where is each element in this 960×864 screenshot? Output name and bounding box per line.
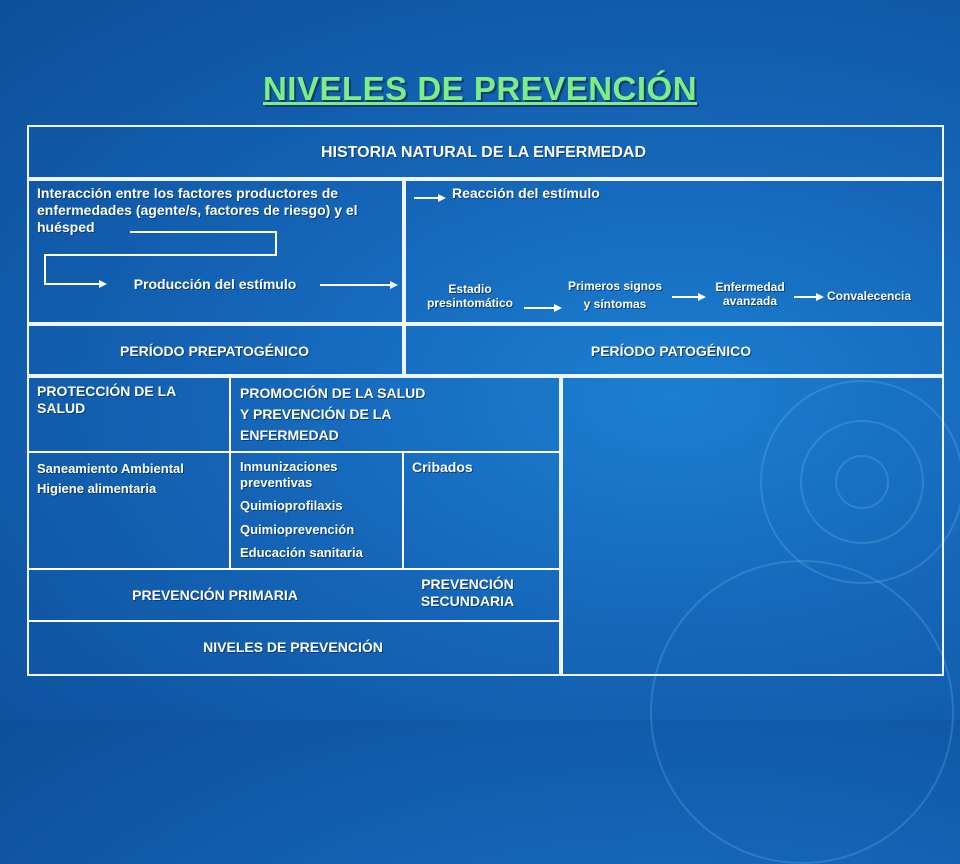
stage-first-signs: Primeros signos xyxy=(567,279,663,293)
period-prepathogenic: PERÍODO PREPATOGÉNICO xyxy=(119,343,310,359)
interaction-text: Interacción entre los factores productores de enfermedades (agente/s, factores de riesgo) y el huésped xyxy=(37,185,358,235)
list-item: Quimioprofilaxis xyxy=(240,498,343,514)
page-title: NIVELES DE PREVENCIÓN xyxy=(262,70,698,107)
stage-advanced: Enfermedad avanzada xyxy=(715,280,785,309)
empty-cell xyxy=(559,374,944,676)
footer-levels: NIVELES DE PREVENCIÓN xyxy=(203,639,383,655)
screening-item: Cribados xyxy=(412,459,473,475)
secondary-prevention: PREVENCIÓN SECUNDARIA xyxy=(420,576,515,609)
primary-prevention: PREVENCIÓN PRIMARIA xyxy=(132,587,298,603)
arrow-right-icon xyxy=(99,280,107,288)
protection-items xyxy=(37,459,222,498)
promotion-line: PROMOCIÓN DE LA SALUD xyxy=(240,385,426,401)
protection-heading: PROTECCIÓN DE LA SALUD xyxy=(37,383,176,416)
promotion-line: Y PREVENCIÓN DE LA xyxy=(240,406,392,422)
promotion-line: ENFERMEDAD xyxy=(240,427,339,443)
arrow-line xyxy=(44,283,99,285)
promotion-heading xyxy=(240,383,540,446)
period-pathogenic: PERÍODO PATOGÉNICO xyxy=(590,343,752,359)
arrow-right-icon xyxy=(438,194,446,202)
list-item: Higiene alimentaria xyxy=(37,480,157,496)
stimulus-production: Producción del estímulo xyxy=(133,276,297,292)
list-item: Inmunizaciones preventivas xyxy=(240,459,338,490)
promotion-items xyxy=(240,459,400,561)
header-text: HISTORIA NATURAL DE LA ENFERMEDAD xyxy=(320,144,647,161)
arrow-right-icon xyxy=(390,281,398,289)
list-item: Educación sanitaria xyxy=(240,545,363,561)
stage-presymptomatic: Estadio presintomático xyxy=(426,282,513,311)
stage-first-signs-2: y síntomas xyxy=(583,297,647,311)
arrow-right-icon xyxy=(698,293,706,301)
list-item: Saneamiento Ambiental xyxy=(37,461,184,476)
list-item: Quimioprevención xyxy=(240,521,355,537)
stage-convalescence: Convalecencia xyxy=(827,289,912,303)
stimulus-reaction: Reacción del estímulo xyxy=(452,185,600,201)
arrow-right-icon xyxy=(816,293,824,301)
